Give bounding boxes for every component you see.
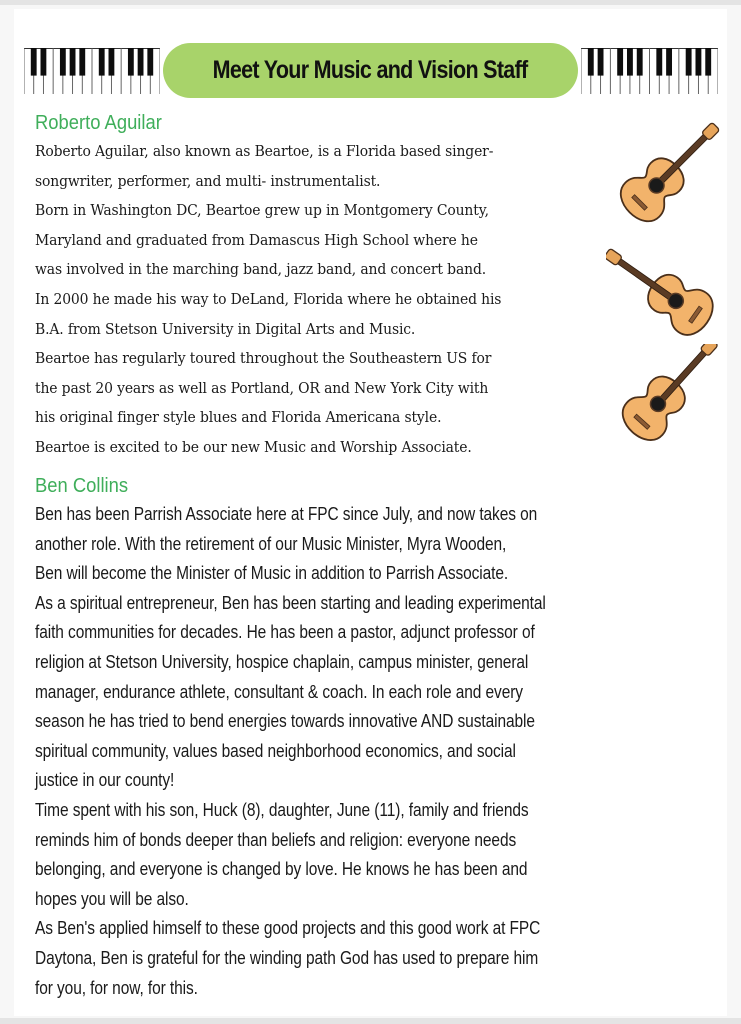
bio-line: Beartoe has regularly toured throughout the Southeastern US for <box>35 349 492 368</box>
bio-line: reminds him of bonds deeper than beliefs and religion: everyone needs <box>35 829 517 850</box>
guitar-icon <box>610 122 720 232</box>
bio-line: was involved in the marching band, jazz band, and concert band. <box>35 260 487 279</box>
bio-line: Born in Washington DC, Beartoe grew up in Montgomery County, <box>35 201 489 220</box>
bio-line: hopes you will be also. <box>35 888 189 909</box>
bio-line: As a spiritual entrepreneur, Ben has been starting and leading experimental <box>35 592 546 613</box>
black-key <box>60 48 66 76</box>
black-key <box>666 48 672 76</box>
bio-line: season he has tried to bend energies towards innovative AND sustainable <box>35 711 535 732</box>
piano-keys-icon <box>24 48 160 94</box>
bio-line: Time spent with his son, Huck (8), daughter, June (11), family and friends <box>35 799 529 820</box>
bio-line: Daytona, Ben is grateful for the winding path God has used to prepare him <box>35 947 539 968</box>
bio-line: Maryland and graduated from Damascus High School where he <box>35 230 478 249</box>
bio-line: songwriter, performer, and multi- instrumentalist. <box>35 171 381 190</box>
black-key <box>695 48 701 76</box>
black-key <box>617 48 623 76</box>
staff-section-ben <box>35 474 629 1003</box>
bio-line: for you, for now, for this. <box>35 977 198 998</box>
staff-name-heading: Ben Collins <box>35 475 129 497</box>
black-key <box>128 48 134 76</box>
page-title: Meet Your Music and Vision Staff <box>213 56 528 84</box>
bio-line: manager, endurance athlete, consultant & coach. In each role and every <box>35 681 523 702</box>
black-key <box>705 48 711 76</box>
guitar-icon <box>606 246 728 342</box>
black-key <box>31 48 37 76</box>
staff-name-heading: Roberto Aguilar <box>35 112 162 134</box>
black-key <box>637 48 643 76</box>
bio-line: justice in our county! <box>35 770 175 791</box>
bio-line: the past 20 years as well as Portland, OR and New York City with <box>35 378 489 397</box>
top-divider <box>0 0 741 5</box>
staff-section-roberto <box>35 111 547 463</box>
black-key <box>109 48 115 76</box>
black-key <box>147 48 153 76</box>
staff-bio <box>35 137 547 463</box>
bottom-divider <box>0 1018 741 1024</box>
black-key <box>79 48 85 76</box>
bio-line: In 2000 he made his way to DeLand, Florida where he obtained his <box>35 289 502 308</box>
bio-line: another role. With the retirement of our Music Minister, Myra Wooden, <box>35 533 507 554</box>
title-banner <box>163 43 578 98</box>
black-key <box>41 48 47 76</box>
bio-line: faith communities for decades. He has been a pastor, adjunct professor of <box>35 622 535 643</box>
bio-line: Beartoe is excited to be our new Music and Worship Associate. <box>35 437 472 456</box>
black-key <box>70 48 76 76</box>
black-key <box>656 48 662 76</box>
bio-line: Roberto Aguilar, also known as Beartoe, is a Florida based singer- <box>35 142 494 160</box>
piano-keys-icon <box>581 48 718 94</box>
bio-line: Ben will become the Minister of Music in addition to Parrish Associate. <box>35 563 509 584</box>
bio-line: belonging, and everyone is changed by love. He knows he has been and <box>35 859 528 880</box>
bio-line: his original finger style blues and Florida Americana style. <box>35 408 442 427</box>
bio-line: religion at Stetson University, hospice chaplain, campus minister, general <box>35 651 529 672</box>
bio-line: spiritual community, values based neighborhood economics, and social <box>35 740 516 761</box>
bio-line: As Ben's applied himself to these good projects and this good work at FPC <box>35 918 541 939</box>
black-key <box>99 48 105 76</box>
black-key <box>138 48 144 76</box>
black-key <box>627 48 633 76</box>
guitar-icon <box>610 344 722 446</box>
bio-line: Ben has been Parrish Associate here at FPC since July, and now takes on <box>35 504 538 524</box>
black-key <box>588 48 594 76</box>
bio-line: B.A. from Stetson University in Digital Arts and Music. <box>35 319 416 338</box>
staff-bio <box>35 500 629 1003</box>
black-key <box>686 48 692 76</box>
black-key <box>598 48 604 76</box>
